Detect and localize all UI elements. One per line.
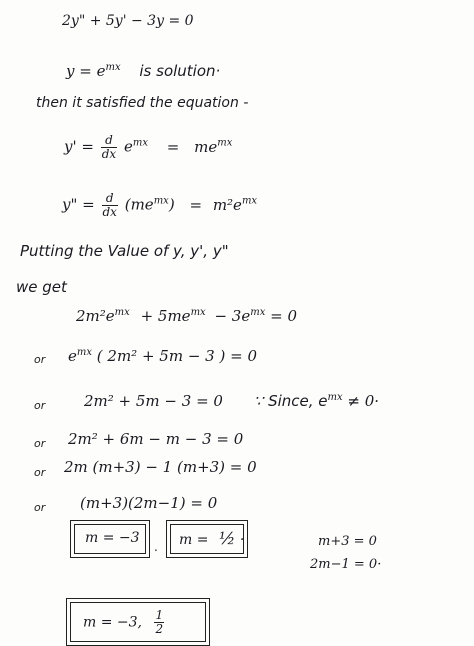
root1-box	[70, 520, 150, 558]
quadratic-equation: 2m² + 5m − 3 = 0 ∵ Since, $e^{mx} \ne 0\cdot$	[84, 392, 380, 410]
d-dx-fraction: $\frac{d}{dx}$	[101, 133, 117, 161]
side-note-1: m+3 = 0	[318, 534, 377, 549]
side-note-2: 2m−1 = 0·	[310, 557, 382, 572]
grouped-terms: 2m (m+3) − 1 (m+3) = 0	[64, 458, 257, 476]
split-middle-term: 2m² + 6m − m − 3 = 0	[68, 430, 244, 448]
second-derivative: y" = $\frac{d}{dx}$ $(me^{mx}) = m^2e^{mx}$	[62, 191, 258, 219]
root2-value: m = ½ ·	[179, 529, 245, 549]
root1-value: m = −3	[85, 530, 140, 546]
putting-values: Putting the Value of y, y', y"	[20, 242, 229, 260]
separator-dot: .	[154, 540, 158, 554]
final-answer-box	[66, 598, 210, 646]
first-derivative: y' = $\frac{d}{dx}$ $e^{mx} = me^{mx}$	[64, 133, 233, 161]
final-answer-value: m = −3, $\frac{1}{2}$	[83, 608, 164, 636]
trial-solution: $y = e^{mx}$ is solution·	[66, 62, 221, 80]
factored-exponential: $e^{mx}$ ( 2m² + 5m − 3 ) = 0	[68, 347, 257, 365]
d-dx-fraction: $\frac{d}{dx}$	[102, 191, 117, 219]
or-label: or	[34, 466, 46, 479]
or-label: or	[34, 399, 46, 412]
we-get: we get	[16, 278, 67, 296]
factored-form: (m+3)(2m−1) = 0	[80, 494, 218, 512]
or-label: or	[34, 353, 46, 366]
substituted-equation: $2m^2e^{mx} + 5me^{mx} - 3e^{mx} = 0$	[76, 307, 298, 325]
satisfies-statement: then it satisfied the equation -	[36, 95, 249, 111]
or-label: or	[34, 437, 46, 450]
or-label: or	[34, 501, 46, 514]
root2-box	[166, 520, 248, 558]
ode-equation: 2y" + 5y' − 3y = 0	[62, 13, 194, 29]
